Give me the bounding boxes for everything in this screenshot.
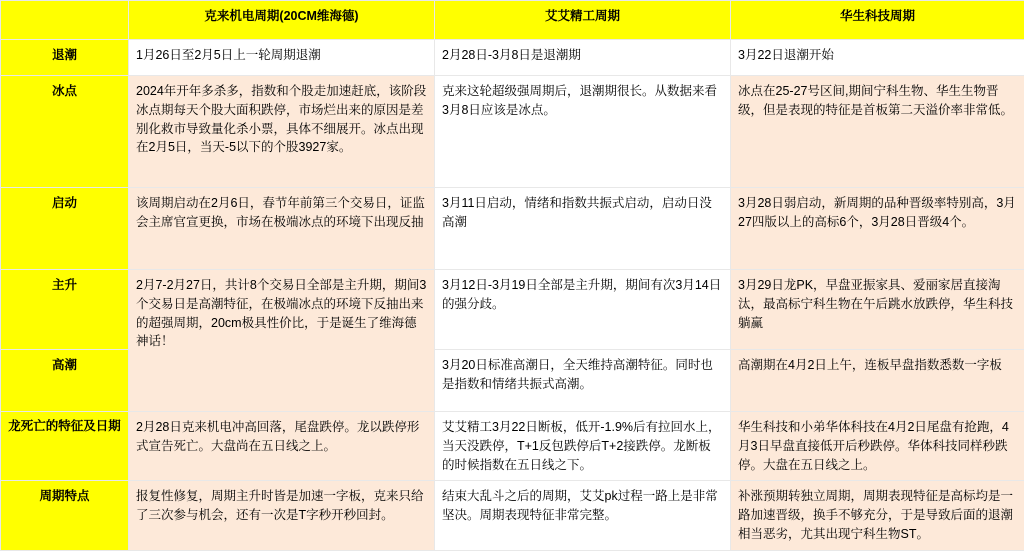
cell-tedian-huasheng: 补涨预期转独立周期，周期表现特征是高标均是一路加速晋级，换手不够充分，于是导致后面的退潮相当恶劣，尤其出现宁科生物ST。 [731, 481, 1024, 550]
table-header-row [1, 1, 1024, 40]
cell-zhusheng-huasheng: 3月29日龙PK，早盘亚振家具、爱丽家居直接淘汰，最高标宁科生物在午后跳水放跌停，华生科技躺赢 [731, 270, 1024, 350]
table-row [1, 481, 1024, 550]
cell-zhusheng-aiai: 3月12日-3月19日全部是主升期，期间有次3月14日的强分歧。 [435, 270, 731, 350]
cell-zhusheng-kelai: 2月7-2月27日，共计8个交易日全部是主升期，期间3个交易日是高潮特征，在极端冰点的环境下反抽出来的超强周期，20cm极具性价比，于是诞生了维海德神话！ [129, 270, 435, 412]
row-label-zhusheng: 主升 [1, 270, 129, 350]
cell-long-aiai: 艾艾精工3月22日断板，低开-1.9%后有拉回水上，当天没跌停，T+1反包跌停后T+2接跌停。龙断板的时候指数在五日线之下。 [435, 412, 731, 481]
row-label-bingdian: 冰点 [1, 76, 129, 188]
cell-tedian-aiai: 结束大乱斗之后的周期，艾艾pk过程一路上是非常坚决。周期表现特征非常完整。 [435, 481, 731, 550]
table-row [1, 188, 1024, 270]
header-corner [1, 1, 129, 40]
table-row [1, 412, 1024, 481]
row-label-tuichao: 退潮 [1, 40, 129, 76]
cell-bingdian-huasheng: 冰点在25-27号区间,期间宁科生物、华生生物晋级，但是表现的特征是首板第二天溢价率非常低。 [731, 76, 1024, 188]
row-label-long-death: 龙死亡的特征及日期 [1, 412, 129, 481]
cell-qidong-aiai: 3月11日启动，情绪和指数共振式启动，启动日没高潮 [435, 188, 731, 270]
header-column-2: 艾艾精工周期 [435, 1, 731, 40]
row-label-gaochao: 高潮 [1, 350, 129, 412]
row-label-qidong: 启动 [1, 188, 129, 270]
cell-tuichao-kelai: 1月26日至2月5日上一轮周期退潮 [129, 40, 435, 76]
table-row [1, 270, 1024, 350]
header-column-1: 克来机电周期(20CM维海德) [129, 1, 435, 40]
row-label-tedian: 周期特点 [1, 481, 129, 550]
cell-long-kelai: 2月28日克来机电冲高回落，尾盘跌停。龙以跌停形式宣告死亡。大盘尚在五日线之上。 [129, 412, 435, 481]
cell-bingdian-kelai: 2024年开年多杀多，指数和个股走加速赶底，该阶段冰点期每天个股大面积跌停，市场烂出来的原因是差别化救市导致量化杀小票，具体不细展开。冰点出现在2月5日，当天-5以下的个股3927家。 [129, 76, 435, 188]
cell-long-huasheng: 华生科技和小弟华体科技在4月2日尾盘有抢跑，4月3日早盘直接低开后秒跌停。华体科技同样秒跌停。大盘在五日线之上。 [731, 412, 1024, 481]
cell-tuichao-huasheng: 3月22日退潮开始 [731, 40, 1024, 76]
table-row [1, 40, 1024, 76]
table-row [1, 76, 1024, 188]
cell-qidong-huasheng: 3月28日弱启动，新周期的品种晋级率特别高，3月27四版以上的高标6个，3月28日晋级4个。 [731, 188, 1024, 270]
header-column-3: 华生科技周期 [731, 1, 1024, 40]
cell-gaochao-aiai: 3月20日标准高潮日，全天维持高潮特征。同时也是指数和情绪共振式高潮。 [435, 350, 731, 412]
cell-qidong-kelai: 该周期启动在2月6日，春节年前第三个交易日，证监会主席官宣更换，市场在极端冰点的环境下出现反抽 [129, 188, 435, 270]
cell-tuichao-aiai: 2月28日-3月8日是退潮期 [435, 40, 731, 76]
cell-gaochao-huasheng: 高潮期在4月2日上午，连板早盘指数悉数一字板 [731, 350, 1024, 412]
cell-tedian-kelai: 报复性修复，周期主升时皆是加速一字板，克来只给了三次参与机会，还有一次是T字秒开秒回封。 [129, 481, 435, 550]
cell-bingdian-aiai: 克来这轮超级强周期后，退潮期很长。从数据来看3月8日应该是冰点。 [435, 76, 731, 188]
